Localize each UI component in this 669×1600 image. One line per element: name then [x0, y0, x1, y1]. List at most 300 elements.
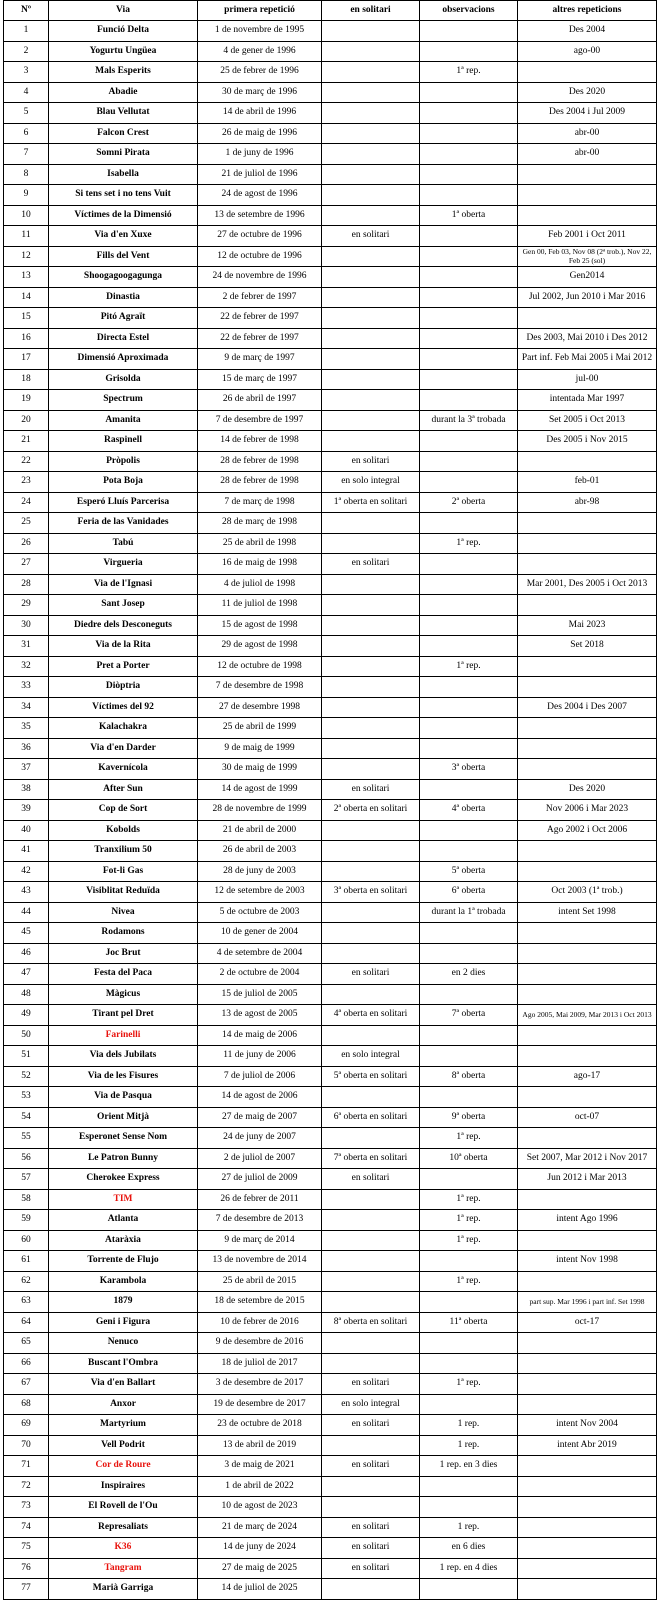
table-row — [4, 697, 657, 718]
row-number: 53 — [4, 1087, 49, 1108]
other-repetitions-cell: intent Set 1998 — [518, 902, 657, 923]
other-repetitions-cell — [518, 308, 657, 329]
solo-cell — [322, 1189, 420, 1210]
route-name: Pròpolis — [49, 451, 198, 472]
row-number: 29 — [4, 595, 49, 616]
solo-cell — [322, 984, 420, 1005]
table-row — [4, 1230, 657, 1251]
route-name: Esperonet Sense Nom — [49, 1128, 198, 1149]
solo-cell — [322, 1025, 420, 1046]
solo-cell — [322, 943, 420, 964]
route-name: Via d'en Xuxe — [49, 226, 198, 247]
route-name: Martyrium — [49, 1415, 198, 1436]
row-number: 51 — [4, 1046, 49, 1067]
table-row — [4, 759, 657, 780]
first-repetition-date: 13 de agost de 2005 — [198, 1005, 322, 1026]
first-repetition-date: 14 de agost de 1999 — [198, 779, 322, 800]
table-row — [4, 1435, 657, 1456]
solo-cell — [322, 62, 420, 83]
first-repetition-date: 19 de desembre de 2017 — [198, 1394, 322, 1415]
route-name: Mals Esperits — [49, 62, 198, 83]
solo-cell: 3ª oberta en solitari — [322, 882, 420, 903]
header-first-repetition: primera repetició — [198, 1, 322, 21]
other-repetitions-cell: Des 2020 — [518, 82, 657, 103]
row-number: 62 — [4, 1271, 49, 1292]
other-repetitions-cell — [518, 1230, 657, 1251]
table-row — [4, 144, 657, 165]
other-repetitions-cell: intent Abr 2019 — [518, 1435, 657, 1456]
table-body — [4, 21, 657, 1600]
table-row — [4, 308, 657, 329]
observations-cell — [420, 636, 518, 657]
solo-cell: en solo integral — [322, 1394, 420, 1415]
solo-cell — [322, 1087, 420, 1108]
route-name: Vell Podrit — [49, 1435, 198, 1456]
observations-cell — [420, 1169, 518, 1190]
solo-cell — [322, 841, 420, 862]
observations-cell: 1 rep. — [420, 1517, 518, 1538]
observations-cell: en 6 dies — [420, 1538, 518, 1559]
route-name: Yogurtu Ungüea — [49, 41, 198, 62]
route-name: Ataràxia — [49, 1230, 198, 1251]
table-row — [4, 1456, 657, 1477]
row-number: 43 — [4, 882, 49, 903]
solo-cell — [322, 1230, 420, 1251]
solo-cell — [322, 349, 420, 370]
other-repetitions-cell: Ago 2002 i Oct 2006 — [518, 820, 657, 841]
table-row — [4, 123, 657, 144]
solo-cell — [322, 677, 420, 698]
observations-cell — [420, 164, 518, 185]
table-row — [4, 656, 657, 677]
row-number: 17 — [4, 349, 49, 370]
observations-cell — [420, 779, 518, 800]
first-repetition-date: 28 de març de 1998 — [198, 513, 322, 534]
other-repetitions-cell — [518, 943, 657, 964]
solo-cell — [322, 636, 420, 657]
observations-cell — [420, 1333, 518, 1354]
observations-cell: 2ª oberta — [420, 492, 518, 513]
other-repetitions-cell: abr-98 — [518, 492, 657, 513]
observations-cell — [420, 1497, 518, 1518]
solo-cell — [322, 533, 420, 554]
other-repetitions-cell: Des 2020 — [518, 779, 657, 800]
row-number: 19 — [4, 390, 49, 411]
table-row — [4, 861, 657, 882]
other-repetitions-cell — [518, 533, 657, 554]
solo-cell — [322, 738, 420, 759]
table-row — [4, 1497, 657, 1518]
solo-cell — [322, 718, 420, 739]
table-row — [4, 390, 657, 411]
solo-cell: en solitari — [322, 964, 420, 985]
first-repetition-date: 14 de juliol de 2025 — [198, 1579, 322, 1600]
table-row — [4, 185, 657, 206]
route-name: Orient Mitjà — [49, 1107, 198, 1128]
solo-cell: en solitari — [322, 554, 420, 575]
first-repetition-date: 12 de octubre de 1998 — [198, 656, 322, 677]
row-number: 35 — [4, 718, 49, 739]
route-name: TIM — [49, 1189, 198, 1210]
row-number: 49 — [4, 1005, 49, 1026]
other-repetitions-cell — [518, 1394, 657, 1415]
first-repetition-date: 24 de agost de 1996 — [198, 185, 322, 206]
first-repetition-date: 15 de agost de 1998 — [198, 615, 322, 636]
row-number: 74 — [4, 1517, 49, 1538]
other-repetitions-cell: Oct 2003 (1ª trob.) — [518, 882, 657, 903]
solo-cell — [322, 287, 420, 308]
first-repetition-date: 13 de novembre de 2014 — [198, 1251, 322, 1272]
route-name: Dinastia — [49, 287, 198, 308]
observations-cell — [420, 369, 518, 390]
observations-cell — [420, 21, 518, 42]
observations-cell — [420, 595, 518, 616]
solo-cell: 5ª oberta en solitari — [322, 1066, 420, 1087]
solo-cell: en solitari — [322, 1169, 420, 1190]
table-row — [4, 1169, 657, 1190]
solo-cell — [322, 205, 420, 226]
other-repetitions-cell: oct-17 — [518, 1312, 657, 1333]
observations-cell — [420, 513, 518, 534]
observations-cell — [420, 185, 518, 206]
route-name: Pitó Agraït — [49, 308, 198, 329]
route-name: Via d'en Ballart — [49, 1374, 198, 1395]
solo-cell: en solo integral — [322, 472, 420, 493]
solo-cell — [322, 267, 420, 288]
row-number: 11 — [4, 226, 49, 247]
table-row — [4, 923, 657, 944]
first-repetition-date: 9 de maig de 1999 — [198, 738, 322, 759]
row-number: 66 — [4, 1353, 49, 1374]
observations-cell: 1 rep. — [420, 1435, 518, 1456]
row-number: 13 — [4, 267, 49, 288]
first-repetition-date: 4 de setembre de 2004 — [198, 943, 322, 964]
table-row — [4, 369, 657, 390]
observations-cell — [420, 287, 518, 308]
other-repetitions-cell — [518, 1374, 657, 1395]
table-row — [4, 943, 657, 964]
first-repetition-date: 15 de març de 1997 — [198, 369, 322, 390]
solo-cell — [322, 1251, 420, 1272]
other-repetitions-cell: Gen 00, Feb 03, Nov 08 (2ª trob.), Nov 22, Feb 25 (sol) — [518, 246, 657, 267]
table-row — [4, 164, 657, 185]
solo-cell — [322, 328, 420, 349]
other-repetitions-cell — [518, 1538, 657, 1559]
observations-cell — [420, 1046, 518, 1067]
first-repetition-date: 29 de agost de 1998 — [198, 636, 322, 657]
first-repetition-date: 5 de octubre de 2003 — [198, 902, 322, 923]
row-number: 23 — [4, 472, 49, 493]
first-repetition-date: 11 de juny de 2006 — [198, 1046, 322, 1067]
solo-cell: en solitari — [322, 226, 420, 247]
row-number: 69 — [4, 1415, 49, 1436]
solo-cell: en solo integral — [322, 1046, 420, 1067]
route-name: Spectrum — [49, 390, 198, 411]
row-number: 65 — [4, 1333, 49, 1354]
other-repetitions-cell: abr-00 — [518, 123, 657, 144]
row-number: 63 — [4, 1292, 49, 1313]
table-row — [4, 451, 657, 472]
table-row — [4, 1312, 657, 1333]
row-number: 71 — [4, 1456, 49, 1477]
observations-cell — [420, 41, 518, 62]
solo-cell: 1ª oberta en solitari — [322, 492, 420, 513]
other-repetitions-cell — [518, 1476, 657, 1497]
route-name: Festa del Paca — [49, 964, 198, 985]
table-row — [4, 349, 657, 370]
other-repetitions-cell — [518, 1046, 657, 1067]
first-repetition-date: 10 de gener de 2004 — [198, 923, 322, 944]
first-repetition-date: 7 de desembre de 1998 — [198, 677, 322, 698]
solo-cell: en solitari — [322, 1538, 420, 1559]
route-name: Le Patron Bunny — [49, 1148, 198, 1169]
route-name: After Sun — [49, 779, 198, 800]
solo-cell — [322, 431, 420, 452]
solo-cell — [322, 574, 420, 595]
solo-cell — [322, 21, 420, 42]
row-number: 48 — [4, 984, 49, 1005]
first-repetition-date: 13 de abril de 2019 — [198, 1435, 322, 1456]
observations-cell — [420, 1292, 518, 1313]
observations-cell — [420, 615, 518, 636]
observations-cell — [420, 472, 518, 493]
route-name: Via de Pasqua — [49, 1087, 198, 1108]
other-repetitions-cell — [518, 861, 657, 882]
table-row — [4, 1107, 657, 1128]
table-row — [4, 1271, 657, 1292]
first-repetition-date: 12 de octubre de 1996 — [198, 246, 322, 267]
observations-cell: 1ª rep. — [420, 1210, 518, 1231]
first-repetition-date: 25 de abril de 1999 — [198, 718, 322, 739]
row-number: 27 — [4, 554, 49, 575]
route-name: Pota Boja — [49, 472, 198, 493]
first-repetition-date: 24 de novembre de 1996 — [198, 267, 322, 288]
route-name: Si tens set i no tens Vuit — [49, 185, 198, 206]
row-number: 67 — [4, 1374, 49, 1395]
row-number: 28 — [4, 574, 49, 595]
observations-cell — [420, 82, 518, 103]
solo-cell — [322, 656, 420, 677]
observations-cell: 6ª oberta — [420, 882, 518, 903]
row-number: 58 — [4, 1189, 49, 1210]
observations-cell — [420, 226, 518, 247]
other-repetitions-cell: Set 2007, Mar 2012 i Nov 2017 — [518, 1148, 657, 1169]
other-repetitions-cell: Nov 2006 i Mar 2023 — [518, 800, 657, 821]
observations-cell — [420, 1353, 518, 1374]
observations-cell — [420, 984, 518, 1005]
solo-cell — [322, 923, 420, 944]
observations-cell — [420, 923, 518, 944]
first-repetition-date: 1 de novembre de 1995 — [198, 21, 322, 42]
observations-cell: 11ª oberta — [420, 1312, 518, 1333]
first-repetition-date: 28 de febrer de 1998 — [198, 451, 322, 472]
other-repetitions-cell — [518, 984, 657, 1005]
other-repetitions-cell: Set 2005 i Oct 2013 — [518, 410, 657, 431]
route-name: Tabú — [49, 533, 198, 554]
other-repetitions-cell — [518, 1517, 657, 1538]
row-number: 70 — [4, 1435, 49, 1456]
table-row — [4, 718, 657, 739]
route-name: Víctimes del 92 — [49, 697, 198, 718]
row-number: 5 — [4, 103, 49, 124]
route-name: Somni Pirata — [49, 144, 198, 165]
first-repetition-date: 25 de abril de 2015 — [198, 1271, 322, 1292]
other-repetitions-cell: ago-00 — [518, 41, 657, 62]
route-name: Cop de Sort — [49, 800, 198, 821]
table-row — [4, 533, 657, 554]
table-row — [4, 595, 657, 616]
row-number: 31 — [4, 636, 49, 657]
route-name: Tirant pel Dret — [49, 1005, 198, 1026]
observations-cell — [420, 1579, 518, 1600]
row-number: 10 — [4, 205, 49, 226]
other-repetitions-cell — [518, 718, 657, 739]
row-number: 56 — [4, 1148, 49, 1169]
other-repetitions-cell: Feb 2001 i Oct 2011 — [518, 226, 657, 247]
table-row — [4, 246, 657, 267]
other-repetitions-cell — [518, 164, 657, 185]
row-number: 68 — [4, 1394, 49, 1415]
route-name: Anxor — [49, 1394, 198, 1415]
row-number: 1 — [4, 21, 49, 42]
row-number: 22 — [4, 451, 49, 472]
first-repetition-date: 7 de juliol de 2006 — [198, 1066, 322, 1087]
route-name: Esperó Lluís Parcerisa — [49, 492, 198, 513]
solo-cell: 2ª oberta en solitari — [322, 800, 420, 821]
solo-cell — [322, 861, 420, 882]
observations-cell — [420, 103, 518, 124]
other-repetitions-cell — [518, 1353, 657, 1374]
observations-cell: 1ª rep. — [420, 1189, 518, 1210]
first-repetition-date: 27 de maig de 2025 — [198, 1558, 322, 1579]
observations-cell: 1ª rep. — [420, 656, 518, 677]
observations-cell — [420, 451, 518, 472]
other-repetitions-cell: Jul 2002, Jun 2010 i Mar 2016 — [518, 287, 657, 308]
observations-cell — [420, 349, 518, 370]
row-number: 7 — [4, 144, 49, 165]
table-row — [4, 492, 657, 513]
table-row — [4, 882, 657, 903]
table-row — [4, 431, 657, 452]
observations-cell — [420, 246, 518, 267]
solo-cell — [322, 1210, 420, 1231]
route-name: Kalachakra — [49, 718, 198, 739]
route-name: Fills del Vent — [49, 246, 198, 267]
header-number: Nº — [4, 1, 49, 21]
row-number: 21 — [4, 431, 49, 452]
other-repetitions-cell: abr-00 — [518, 144, 657, 165]
table-row — [4, 410, 657, 431]
first-repetition-date: 28 de febrer de 1998 — [198, 472, 322, 493]
route-name: Karambola — [49, 1271, 198, 1292]
route-name: Via dels Jubilats — [49, 1046, 198, 1067]
route-name: Kobolds — [49, 820, 198, 841]
solo-cell — [322, 144, 420, 165]
route-name: Amanita — [49, 410, 198, 431]
row-number: 77 — [4, 1579, 49, 1600]
table-row — [4, 82, 657, 103]
solo-cell — [322, 390, 420, 411]
solo-cell — [322, 1497, 420, 1518]
other-repetitions-cell — [518, 1087, 657, 1108]
route-name: Tangram — [49, 1558, 198, 1579]
other-repetitions-cell — [518, 513, 657, 534]
row-number: 9 — [4, 185, 49, 206]
table-row — [4, 800, 657, 821]
first-repetition-date: 12 de setembre de 2003 — [198, 882, 322, 903]
observations-cell — [420, 677, 518, 698]
other-repetitions-cell: Des 2004 i Des 2007 — [518, 697, 657, 718]
solo-cell: 7ª oberta en solitari — [322, 1148, 420, 1169]
row-number: 55 — [4, 1128, 49, 1149]
row-number: 12 — [4, 246, 49, 267]
table-row — [4, 103, 657, 124]
first-repetition-date: 2 de febrer de 1997 — [198, 287, 322, 308]
first-repetition-date: 13 de setembre de 1996 — [198, 205, 322, 226]
other-repetitions-cell — [518, 1579, 657, 1600]
solo-cell — [322, 759, 420, 780]
solo-cell — [322, 246, 420, 267]
table-row — [4, 1292, 657, 1313]
first-repetition-date: 9 de març de 1997 — [198, 349, 322, 370]
first-repetition-date: 14 de febrer de 1998 — [198, 431, 322, 452]
table-row — [4, 1333, 657, 1354]
table-row — [4, 287, 657, 308]
row-number: 40 — [4, 820, 49, 841]
route-name: Tranxilium 50 — [49, 841, 198, 862]
table-row — [4, 1558, 657, 1579]
observations-cell — [420, 308, 518, 329]
first-repetition-date: 27 de maig de 2007 — [198, 1107, 322, 1128]
other-repetitions-cell: Jun 2012 i Mar 2013 — [518, 1169, 657, 1190]
route-name: Isabella — [49, 164, 198, 185]
table-row — [4, 1046, 657, 1067]
observations-cell: 5ª oberta — [420, 861, 518, 882]
row-number: 72 — [4, 1476, 49, 1497]
observations-cell: 9ª oberta — [420, 1107, 518, 1128]
route-name: El Rovell de l'Ou — [49, 1497, 198, 1518]
table-row — [4, 1353, 657, 1374]
observations-cell: durant la 3ª trobada — [420, 410, 518, 431]
other-repetitions-cell — [518, 738, 657, 759]
table-row — [4, 677, 657, 698]
other-repetitions-cell — [518, 1189, 657, 1210]
header-row — [4, 1, 657, 21]
other-repetitions-cell: oct-07 — [518, 1107, 657, 1128]
solo-cell — [322, 164, 420, 185]
row-number: 2 — [4, 41, 49, 62]
solo-cell: en solitari — [322, 1558, 420, 1579]
table-row — [4, 738, 657, 759]
other-repetitions-cell: intent Nov 2004 — [518, 1415, 657, 1436]
route-name: Sant Josep — [49, 595, 198, 616]
table-row — [4, 205, 657, 226]
table-row — [4, 1251, 657, 1272]
table-row — [4, 1066, 657, 1087]
route-name: Màgicus — [49, 984, 198, 1005]
solo-cell: en solitari — [322, 779, 420, 800]
table-row — [4, 62, 657, 83]
table-row — [4, 1517, 657, 1538]
solo-cell — [322, 1333, 420, 1354]
other-repetitions-cell: Part inf. Feb Mai 2005 i Mai 2012 — [518, 349, 657, 370]
observations-cell: 1ª rep. — [420, 1271, 518, 1292]
header-other-repetitions: altres repeticions — [518, 1, 657, 21]
row-number: 38 — [4, 779, 49, 800]
solo-cell — [322, 1271, 420, 1292]
observations-cell — [420, 144, 518, 165]
observations-cell: 8ª oberta — [420, 1066, 518, 1087]
